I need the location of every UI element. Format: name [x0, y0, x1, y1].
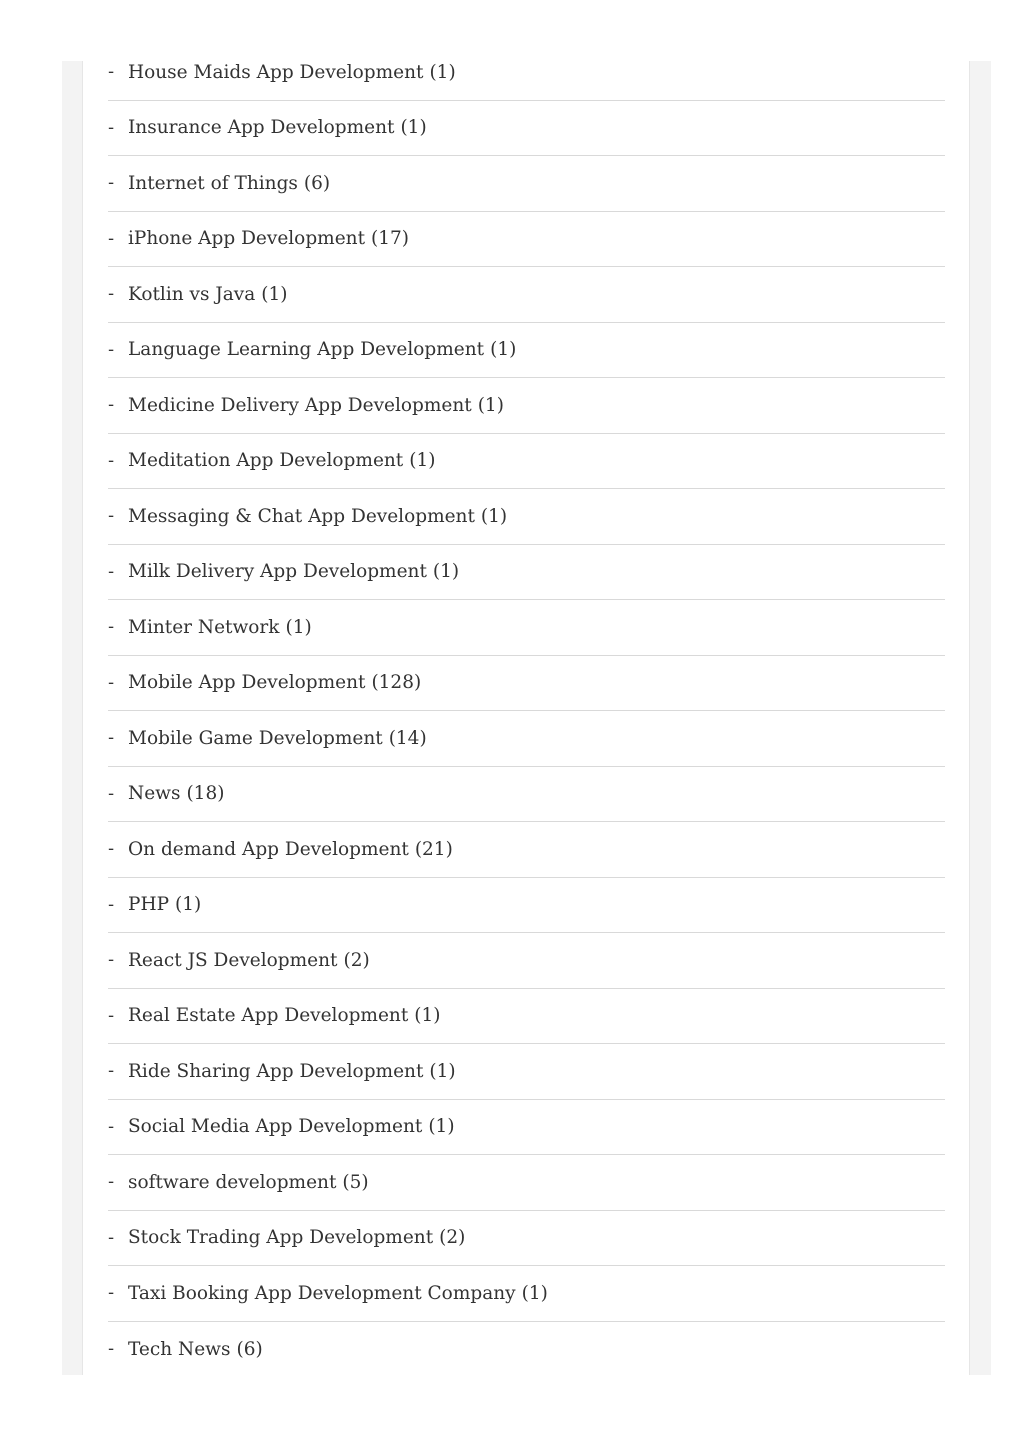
category-count: (1)	[409, 450, 436, 472]
category-item[interactable]	[108, 434, 945, 490]
category-count: (1)	[285, 616, 312, 638]
category-count: (6)	[236, 1338, 263, 1360]
category-count: (21)	[414, 838, 453, 860]
bullet-dash: -	[108, 173, 115, 194]
category-count: (1)	[480, 505, 508, 527]
category-item[interactable]	[108, 767, 945, 823]
category-count: (1)	[261, 283, 288, 305]
category-item[interactable]	[108, 45, 945, 101]
category-item[interactable]	[108, 267, 945, 323]
bullet-dash: -	[108, 117, 115, 138]
category-link[interactable]: iPhone App Development	[128, 228, 366, 250]
bullet-dash: -	[108, 284, 115, 305]
category-count: (1)	[429, 61, 456, 83]
bullet-dash: -	[108, 672, 115, 693]
category-link[interactable]: React JS Development	[128, 949, 338, 971]
bullet-dash: -	[108, 62, 115, 83]
category-link[interactable]: Milk Delivery App Development	[128, 561, 427, 583]
category-item[interactable]	[108, 156, 945, 212]
category-count: (6)	[303, 172, 331, 194]
category-count: (1)	[429, 1060, 456, 1082]
category-link[interactable]: Kotlin vs Java	[128, 283, 256, 305]
category-item[interactable]	[108, 989, 945, 1045]
category-item[interactable]	[108, 711, 945, 767]
category-link[interactable]: Internet of Things	[128, 172, 298, 194]
category-item[interactable]	[108, 378, 945, 434]
category-count: (1)	[490, 339, 517, 361]
category-link[interactable]: Taxi Booking App Development Company	[128, 1282, 516, 1304]
category-link[interactable]: Tech News	[128, 1338, 231, 1360]
bullet-dash: -	[108, 506, 115, 527]
category-count: (1)	[477, 394, 504, 416]
category-item[interactable]	[108, 822, 945, 878]
category-item[interactable]	[108, 656, 945, 712]
bullet-dash: -	[108, 950, 115, 971]
category-link[interactable]: News	[128, 783, 181, 805]
bullet-dash: -	[108, 450, 115, 471]
bullet-dash: -	[108, 339, 115, 360]
category-item[interactable]	[108, 545, 945, 601]
category-link[interactable]: Language Learning App Development	[128, 339, 485, 361]
category-link[interactable]: House Maids App Development	[128, 61, 424, 83]
bullet-dash: -	[108, 617, 115, 638]
bullet-dash: -	[108, 839, 115, 860]
category-link[interactable]: Meditation App Development	[128, 450, 404, 472]
category-link[interactable]: PHP	[128, 894, 170, 916]
category-count: (18)	[186, 783, 225, 805]
bullet-dash: -	[108, 1227, 115, 1248]
category-link[interactable]: Real Estate App Development	[128, 1005, 409, 1027]
category-count: (1)	[521, 1282, 548, 1304]
bullet-dash: -	[108, 228, 115, 249]
category-item[interactable]	[108, 600, 945, 656]
category-item[interactable]	[108, 933, 945, 989]
bullet-dash: -	[108, 1116, 115, 1137]
bullet-dash: -	[108, 728, 115, 749]
category-item[interactable]	[108, 212, 945, 268]
category-link[interactable]: Social Media App Development	[128, 1116, 423, 1138]
category-count: (1)	[414, 1005, 441, 1027]
category-item[interactable]	[108, 1266, 945, 1322]
category-item[interactable]	[108, 1211, 945, 1267]
category-link[interactable]: On demand App Development	[128, 838, 409, 860]
category-item[interactable]	[108, 1044, 945, 1100]
category-link[interactable]: Insurance App Development	[128, 117, 395, 139]
category-link[interactable]: Messaging & Chat App Development	[128, 505, 475, 527]
bullet-dash: -	[108, 783, 115, 804]
bullet-dash: -	[108, 894, 115, 915]
category-count: (2)	[439, 1227, 466, 1249]
bullet-dash: -	[108, 395, 115, 416]
category-list	[108, 45, 945, 1377]
category-count: (1)	[175, 894, 202, 916]
category-count: (128)	[371, 672, 422, 694]
category-count: (1)	[400, 117, 427, 139]
bullet-dash: -	[108, 1339, 115, 1360]
category-item[interactable]	[108, 489, 945, 545]
category-count: (5)	[342, 1171, 369, 1193]
bullet-dash: -	[108, 1283, 115, 1304]
category-item[interactable]	[108, 1100, 945, 1156]
bullet-dash: -	[108, 561, 115, 582]
category-count: (1)	[428, 1116, 455, 1138]
category-link[interactable]: Mobile App Development	[128, 672, 366, 694]
bullet-dash: -	[108, 1172, 115, 1193]
category-link[interactable]: Ride Sharing App Development	[128, 1060, 424, 1082]
category-item[interactable]	[108, 323, 945, 379]
category-count: (14)	[388, 727, 427, 749]
category-item[interactable]	[108, 1155, 945, 1211]
category-count: (1)	[432, 561, 460, 583]
category-link[interactable]: Minter Network	[128, 616, 280, 638]
category-item[interactable]	[108, 101, 945, 157]
category-item[interactable]	[108, 1322, 945, 1378]
category-count: (17)	[371, 228, 409, 250]
category-link[interactable]: Medicine Delivery App Development	[128, 394, 472, 416]
category-link[interactable]: Stock Trading App Development	[128, 1227, 434, 1249]
category-count: (2)	[343, 949, 370, 971]
bullet-dash: -	[108, 1005, 115, 1026]
bullet-dash: -	[108, 1061, 115, 1082]
category-link[interactable]: Mobile Game Development	[128, 727, 383, 749]
category-item[interactable]	[108, 878, 945, 934]
category-link[interactable]: software development	[128, 1171, 337, 1193]
